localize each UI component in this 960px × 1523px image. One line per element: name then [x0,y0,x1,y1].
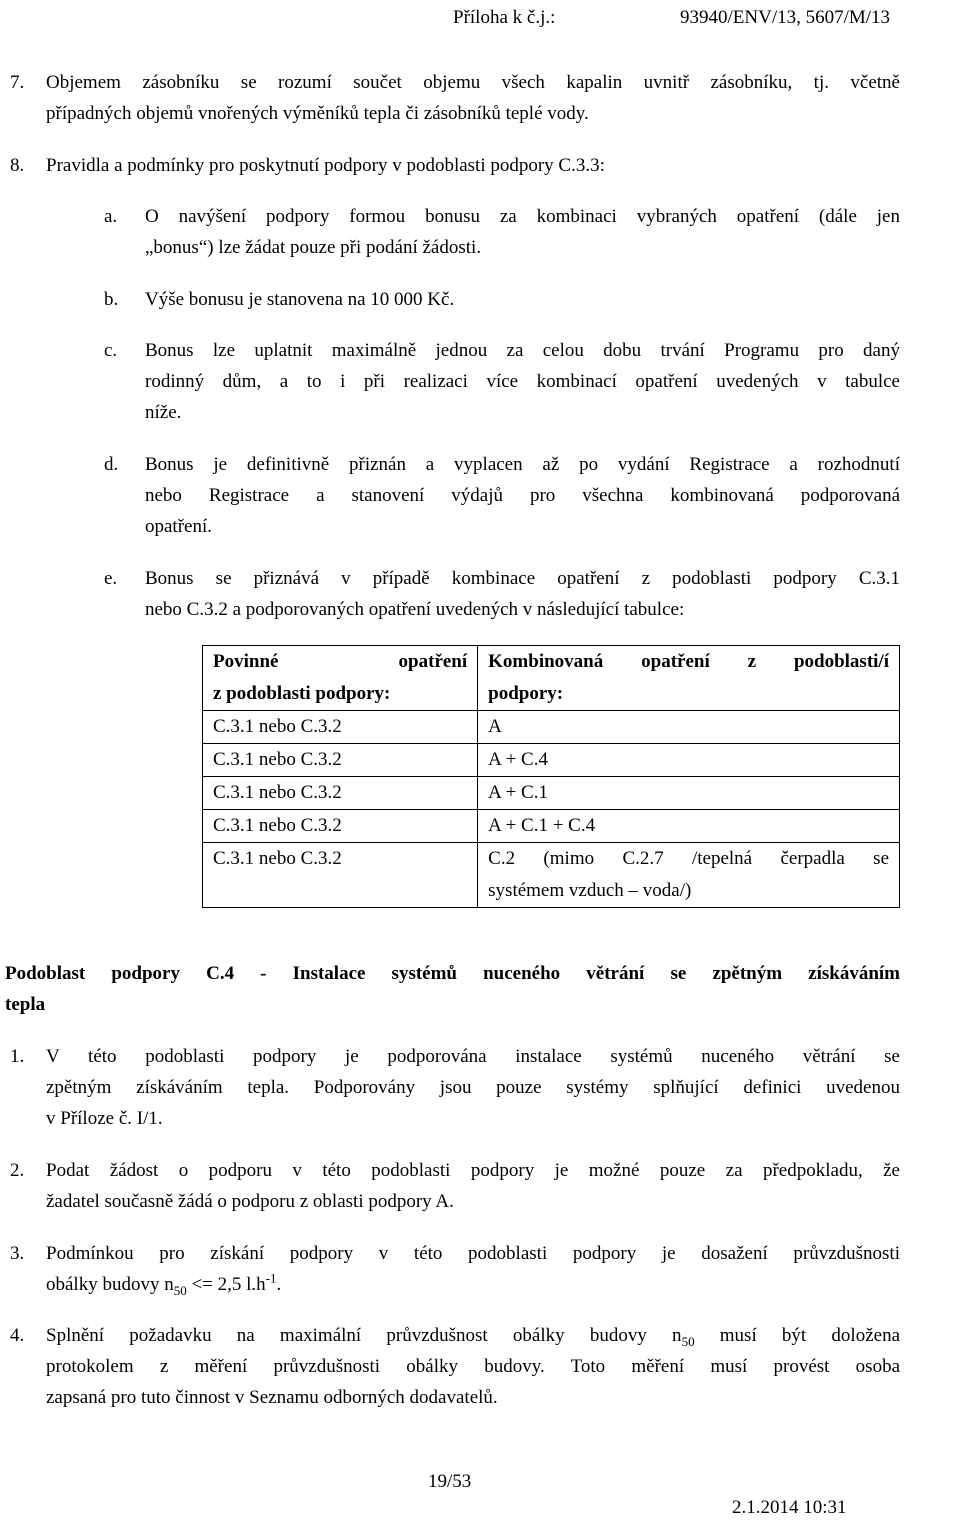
c4-item-1-line-2: zpětným získáváním tepla. Podporovány jsou pouze systémy splňující definici uvedenou [46,1077,900,1098]
c4-item-4-line-1-pre: Splnění požadavku na maximální průvzdušnost obálky budovy n [46,1325,682,1346]
sub-c-line-1: Bonus lze uplatnit maximálně jednou za celou dobu trvání Programu pro daný [145,340,900,361]
table-cell-combined: A [478,711,900,744]
c4-item-2-text [46,1155,900,1217]
item-7-line-2: případných objemů vnořených výměníků tepla či zásobníků teplé vody. [46,103,589,124]
print-date: 2.1.2014 10:31 [732,1497,847,1518]
sub-b-letter: b. [104,289,119,310]
sub-c-line-2: rodinný dům, a to i při realizaci více kombinací opatření uvedených v tabulce [145,371,900,392]
sub-d-letter: d. [104,454,119,475]
table-cell-combined: A + C.4 [478,744,900,777]
sub-a-line-2: „bonus“) lze žádat pouze při podání žádosti. [145,237,482,258]
item-8-number: 8. [10,155,25,176]
c4-item-4-line-1-post: musí být doložena [694,1325,900,1346]
item-8-text: Pravidla a podmínky pro poskytnutí podpory v podoblasti podpory C.3.3: [46,155,605,176]
page-number: 19/53 [428,1471,472,1492]
c4-item-4-text [46,1320,900,1413]
table-row [203,744,900,777]
c4-item-3-subscript: 50 [173,1282,187,1298]
table-header-cell-combined [478,646,900,711]
sub-d-line-1: Bonus je definitivně přiznán a vyplacen až po vydání Registrace a rozhodnutí [145,454,900,475]
c4-item-4-line-3: zapsaná pro tuto činnost v Seznamu odborných dodavatelů. [46,1387,498,1408]
c4-item-3-line-2-pre: obálky budovy n [46,1274,174,1295]
c4-item-2-line-1: Podat žádost o podporu v této podoblasti podpory je možné pouze za předpokladu, že [46,1160,900,1181]
c4-item-1-number: 1. [10,1046,25,1067]
c4-item-3-text [46,1238,900,1300]
table-row [203,843,900,908]
table-header-required-line-1: Povinné opatření [213,651,468,672]
item-7-number: 7. [10,72,25,93]
table-cell-required: C.3.1 nebo C.3.2 [203,711,478,744]
table-cell-combined: A + C.1 [478,777,900,810]
section-heading-line-1: Podoblast podpory C.4 - Instalace systémů nuceného větrání se zpětným získáváním [5,963,900,984]
table-cell-required: C.3.1 nebo C.3.2 [203,744,478,777]
sub-a-line-1: O navýšení podpory formou bonusu za kombinaci vybraných opatření (dále jen [145,206,900,227]
sub-c-letter: c. [104,340,118,361]
item-7-text [46,67,900,129]
table-cell-combined: A + C.1 + C.4 [478,810,900,843]
sub-d-text [145,449,900,542]
c4-item-3-line-2-mid: <= 2,5 l.h [186,1274,266,1295]
table-header-cell-required [203,646,478,711]
table-cell-required: C.3.1 nebo C.3.2 [203,777,478,810]
c4-item-3-number: 3. [10,1243,25,1264]
section-heading-c4 [5,958,900,1020]
c4-item-1-line-1: V této podoblasti podpory je podporována instalace systémů nuceného větrání se [46,1046,900,1067]
sub-a-text [145,201,900,263]
c4-item-3-superscript: -1 [265,1270,277,1286]
table-cell-required: C.3.1 nebo C.3.2 [203,810,478,843]
header-label: Příloha k č.j.: [453,7,556,28]
c4-item-3-line-2-post: . [276,1274,282,1295]
section-heading-line-2: tepla [5,994,46,1015]
c4-item-1-line-3: v Příloze č. I/1. [46,1108,163,1129]
table-cell-combined [478,843,900,908]
table-header-combined-line-1: Kombinovaná opatření z podoblasti/í [488,651,889,672]
c4-item-3-line-1: Podmínkou pro získání podpory v této podoblasti podpory je dosažení průvzdušnosti [46,1243,900,1264]
sub-e-line-1: Bonus se přiznává v případě kombinace opatření z podoblasti podpory C.3.1 [145,568,900,589]
sub-c-line-3: níže. [145,402,182,423]
c4-item-2-line-2: žadatel současně žádá o podporu z oblasti podpory A. [46,1191,454,1212]
header-reference: 93940/ENV/13, 5607/M/13 [680,7,891,28]
sub-c-text [145,335,900,428]
sub-d-line-3: opatření. [145,516,213,537]
sub-a-letter: a. [104,206,118,227]
c4-item-4-subscript: 50 [681,1333,695,1349]
c4-item-4-number: 4. [10,1325,25,1346]
c4-item-1-text [46,1041,900,1134]
table-row [203,777,900,810]
c4-item-2-number: 2. [10,1160,25,1181]
table-cell-required: C.3.1 nebo C.3.2 [203,843,478,908]
table-row [203,810,900,843]
c4-item-4-line-2: protokolem z měření průvzdušnosti obálky budovy. Toto měření musí provést osoba [46,1356,900,1377]
table-header-row [203,646,900,711]
sub-d-line-2: nebo Registrace a stanovení výdajů pro všechna kombinovaná podporovaná [145,485,900,506]
item-7-line-1: Objemem zásobníku se rozumí součet objemu všech kapalin uvnitř zásobníku, tj. včetně [46,72,900,93]
table-header-combined-line-2: podpory: [488,683,564,704]
table-cell-combined-line-2: systémem vzduch – voda/) [488,880,692,901]
sub-e-letter: e. [104,568,118,589]
table-row [203,711,900,744]
sub-b-text: Výše bonusu je stanovena na 10 000 Kč. [145,289,455,310]
bonus-table [202,645,900,908]
table-header-required-line-2: z podoblasti podpory: [213,683,391,704]
sub-e-text [145,563,900,625]
c4-item-4-line-1 [46,1320,900,1351]
sub-e-line-2: nebo C.3.2 a podporovaných opatření uvedených v následující tabulce: [145,599,685,620]
c4-item-3-line-2 [46,1269,900,1300]
table-cell-combined-line-1: C.2 (mimo C.2.7 /tepelná čerpadla se [488,848,889,869]
